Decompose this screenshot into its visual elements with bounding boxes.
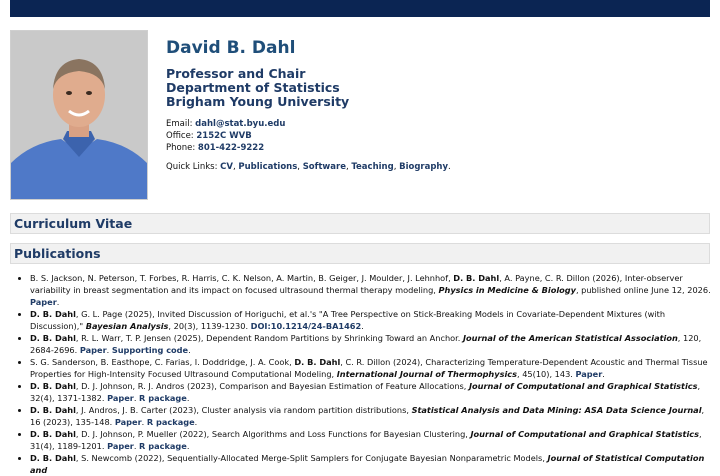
publication-link[interactable]: Paper [107,441,134,451]
profile-name: David B. Dahl [166,38,296,58]
publication-item: • D. B. Dahl, G. L. Page (2025), Invited Discussion of Horiguchi, et al.'s "A Tree Perspective on Stick-Breaking Models in Covariate-Dependent Mixtures (with Discussion)," Bayesian Analysis, 20(3), 1139-1230. DOI:10.1214/24-BA1462. [30,308,714,332]
phone-row [166,142,285,154]
publication-item: • D. B. Dahl, R. L. Warr, T. P. Jensen (2025), Dependent Random Partitions by Shrinking Toward an Anchor. Journal of the American Statistical Association, 120, 2684-2696. Paper. Supporting code. [30,332,714,356]
publication-title: , A. Payne, C. R. Dillon (2026), Inter-observer variability in breast segmentation and its impact on focused ultrasound thermal therapy modeling, [30,273,683,295]
quick-links: Quick Links: CV, Publications, Software, Teaching, Biography. [166,162,451,172]
department: Department of Statistics [166,80,340,95]
publication-details: , 32(4), 1371-1382. [30,381,701,403]
publication-author-highlight: D. B. Dahl [294,357,341,367]
office-row [166,130,285,142]
publication-journal: Journal of the American Statistical Association [462,333,678,343]
publication-link[interactable]: Paper [30,297,57,307]
publication-author-highlight: D. B. Dahl [30,405,76,415]
university: Brigham Young University [166,94,350,109]
top-banner [10,0,710,17]
quick-links-label: Quick Links: [166,162,218,172]
quick-link-publications[interactable]: Publications [238,162,298,172]
publication-author-highlight: D. B. Dahl [453,273,500,283]
publication-link[interactable]: Paper [79,345,107,355]
publication-link[interactable]: Supporting code [111,345,189,355]
publication-link[interactable]: Paper [575,369,603,379]
publication-author-highlight: D. B. Dahl [30,309,76,319]
quick-link-software[interactable]: Software [302,162,346,172]
quick-link-biography[interactable]: Biography [399,162,449,172]
publication-journal: Journal of Statistical Computation and [30,453,705,475]
profile-photo [10,30,148,200]
phone-label: Phone: [166,143,196,153]
publication-journal: Statistical Analysis and Data Mining: ASA Data Science Journal [411,405,702,415]
job-title: Professor and Chair [166,66,306,81]
publication-item: • D. B. Dahl, D. J. Johnson, P. Mueller (2022), Search Algorithms and Loss Functions for Bayesian Clustering, Journal of Computational and Graphical Statistics, 31(4), 1189-1201. Paper. R package. [30,428,714,452]
phone-link[interactable]: 801-422-9222 [197,143,265,153]
quick-link-cv[interactable]: CV [220,162,233,172]
publication-title: , J. Andros, J. B. Carter (2023), Cluster analysis via random partition distributions, [75,405,412,415]
publication-author-highlight: D. B. Dahl [30,453,76,463]
publication-author-highlight: D. B. Dahl [30,429,76,439]
email-row [166,118,285,130]
publication-author-highlight: D. B. Dahl [30,381,76,391]
publication-link[interactable]: R package [139,441,187,451]
section-header-cv: Curriculum Vitae [10,213,710,234]
publication-journal: Physics in Medicine & Biology [438,285,576,295]
publication-title: , D. J. Johnson, P. Mueller (2022), Search Algorithms and Loss Functions for Bayesian Clustering, [75,429,471,439]
publication-link[interactable]: R package [146,417,195,427]
publication-details: , published online June 12, 2026. [575,285,711,295]
publication-item: • B. S. Jackson, N. Peterson, T. Forbes, R. Harris, C. K. Nelson, A. Martin, B. Geiger, J. Moulder, J. Lehnhof, D. B. Dahl, A. Payne, C. R. Dillon (2026), Inter-observer variability in breast segmentation and its impact on focused ultrasound thermal therapy modeling, Physics in Medicine & Biology, published online June 12, 2026. Paper. [30,272,714,308]
publication-journal: International Journal of Thermophysics [336,369,518,379]
office-label: Office: [166,131,194,141]
publication-journal: Journal of Computational and Graphical Statistics [470,429,699,439]
publication-title: , G. L. Page (2025), Invited Discussion of Horiguchi, et al.'s "A Tree Perspective on Stick-Breaking Models in Covariate-Dependent Mixtures (with Discussion)," [30,309,666,331]
publication-journal: Bayesian Analysis [85,321,169,331]
publication-item [30,452,714,476]
publication-details: , 16 (2023), 135-148. [30,405,705,427]
publication-title: , C. R. Dillon (2024), Characterizing Temperature-Dependent Acoustic and Thermal Tissue Properties for High-Intensity Focused Ultrasound Computational Modeling, [30,357,708,379]
publication-details: , 45(10), 143. [517,369,576,379]
publication-authors: B. S. Jackson, N. Peterson, T. Forbes, R. Harris, C. K. Nelson, A. Martin, B. Geiger, J. Moulder, J. Lehnhof, [30,273,454,283]
quick-link-teaching[interactable]: Teaching [351,162,394,172]
publication-details: , 20(3), 1139-1230. [168,321,251,331]
publication-details: , 120, 2684-2696. [30,333,702,355]
publication-author-highlight: D. B. Dahl [30,333,76,343]
publication-title: , S. Newcomb (2022), Sequentially-Allocated Merge-Split Samplers for Conjugate Bayesian Nonparametric Models, [75,453,548,463]
section-header-publications: Publications [10,243,710,264]
office-link[interactable]: 2152C WVB [196,131,252,141]
publication-journal: Journal of Computational and Graphical Statistics [469,381,698,391]
publication-details: , 31(4), 1189-1201. [30,429,702,451]
publication-link[interactable]: Paper [114,417,142,427]
publication-title: , R. L. Warr, T. P. Jensen (2025), Dependent Random Partitions by Shrinking Toward an Anchor. [75,333,463,343]
publication-list [14,272,714,476]
email-label: Email: [166,119,193,129]
email-link[interactable]: dahl@stat.byu.edu [195,119,286,129]
publication-link[interactable]: R package [139,393,187,403]
publication-item: • D. B. Dahl, D. J. Johnson, R. J. Andros (2023), Comparison and Bayesian Estimation of Feature Allocations, Journal of Computational and Graphical Statistics, 32(4), 1371-1382. Paper. R package. [30,380,714,404]
contact-info [166,118,285,154]
publication-item: • D. B. Dahl, J. Andros, J. B. Carter (2023), Cluster analysis via random partition distributions, Statistical Analysis and Data Mining: ASA Data Science Journal, 16 (2023), 135-148. Paper. R package. [30,404,714,428]
profile-titles [166,67,349,109]
publication-authors: S. G. Sanderson, B. Easthope, C. Farias, I. Doddridge, J. A. Cook, [30,357,295,367]
publication-item: • S. G. Sanderson, B. Easthope, C. Farias, I. Doddridge, J. A. Cook, D. B. Dahl, C. R. Dillon (2024), Characterizing Temperature-Dependent Acoustic and Thermal Tissue Properties for High-Intensity Focused Ultrasound Computational Modeling, International Journal of Thermophysics, 45(10), 143. Paper. [30,356,714,380]
publication-link[interactable]: DOI:10.1214/24-BA1462 [250,321,362,331]
publication-link[interactable]: Paper [107,393,134,403]
publication-title: , D. J. Johnson, R. J. Andros (2023), Comparison and Bayesian Estimation of Feature Allocations, [75,381,469,391]
